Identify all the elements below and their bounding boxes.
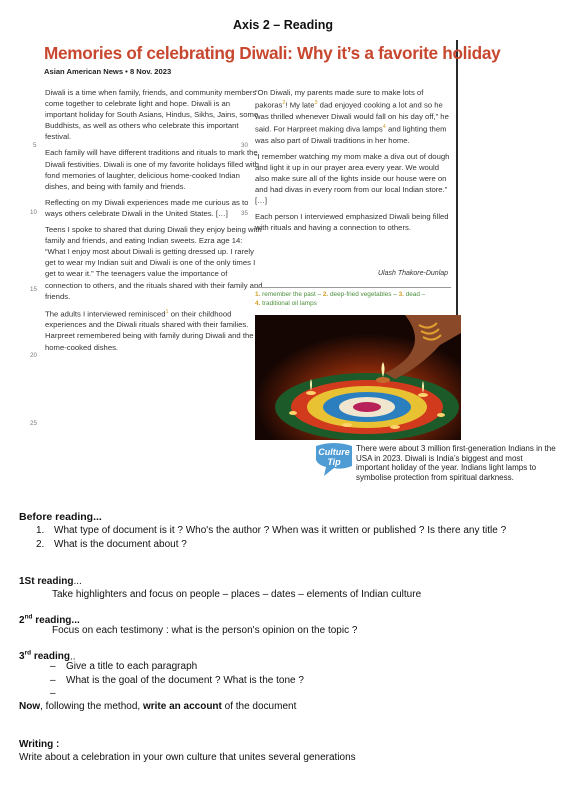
item-text: What is the document about ? xyxy=(54,538,187,550)
method-instruction: Now, following the method, write an account of the document xyxy=(19,701,297,712)
paragraph: “I remember watching my mom make a diva out of dough and light it up in our prayer area every year. We would also make sure all of the lights inside our house were on and had divas in every room from our local Indian store.” […] xyxy=(255,151,450,205)
glossary-text: dead – xyxy=(403,291,426,298)
before-reading-list xyxy=(36,524,506,551)
glossary xyxy=(255,287,451,308)
tip-logo-line2: Tip xyxy=(327,457,341,467)
line-number: 10 xyxy=(30,209,37,216)
third-reading-list: – Give a title to each paragraph – What is the goal of the document ? What is the tone ? – xyxy=(50,661,304,699)
article-column-left xyxy=(45,87,263,358)
first-reading-title: 1St reading... xyxy=(19,576,82,587)
list-item xyxy=(36,524,506,538)
footnote-mark: 2 xyxy=(282,100,286,107)
line-number: 15 xyxy=(30,286,37,293)
list-item xyxy=(36,538,506,552)
glossary-text: remember the past – xyxy=(260,291,323,298)
line-number: 20 xyxy=(30,352,37,359)
article-byline: Asian American News • 8 Nov. 2023 xyxy=(44,67,172,76)
glossary-text: traditional oil lamps xyxy=(260,299,317,307)
paragraph: Each person I interviewed emphasized Diwali being filled with rituals and having a connection to others. xyxy=(255,212,449,233)
line-number: 30 xyxy=(241,142,248,149)
article-author: Ulash Thakore-Dunlap xyxy=(378,270,449,277)
item-text: What type of document is it ? Who's the author ? When was it written or published ? Is there any title ? xyxy=(54,525,507,536)
paragraph: Reflecting on my Diwali experiences made me curious as to ways others celebrate Diwali in the United States. […] xyxy=(45,197,249,218)
item-number: 2. xyxy=(36,538,45,550)
glossary-number: 3. xyxy=(398,291,404,298)
line-number: 35 xyxy=(241,210,248,217)
paragraph xyxy=(255,87,451,146)
paragraph xyxy=(45,307,263,353)
glossary-number: 4. xyxy=(255,299,261,307)
third-reading-title: 3rd reading.. xyxy=(19,650,76,663)
glossary-number: 2. xyxy=(322,291,329,298)
list-item: – What is the goal of the document ? What is the tone ? xyxy=(50,674,304,686)
paragraph-text: on their childhood experiences and the Diwali rituals shared with their families. Harpreet remembered being with family during Diwali and the home-cooked dishes. xyxy=(45,309,254,352)
paragraph: Diwali is a time when family, friends, and community members come together to celebrate light and hope. Diwali is an important holiday for South Asians, Hindus, Sikhs, Jains, some Buddhists, as well as others who celebrate this important festival. xyxy=(45,88,259,142)
footnote-mark: 1 xyxy=(165,308,169,315)
article-headline: Memories of celebrating Diwali: Why it’s a favorite holiday xyxy=(44,43,501,63)
culture-tip-logo xyxy=(312,440,356,480)
paragraph-text: “On Diwali, my parents made sure to make lots of pakoras xyxy=(255,88,424,110)
diwali-photo xyxy=(255,315,461,440)
paragraph-text: and lighting them was also part of Diwali traditions in her home. xyxy=(255,124,447,145)
culture-tip-text: There were about 3 million first-generation Indians in the USA in 2023. Diwali is India’s biggest and most important holiday of the year. Indians light lamps to symbolise protection from spiritual darkness. xyxy=(356,444,556,482)
before-reading-title: Before reading... xyxy=(19,511,102,523)
rangoli-image xyxy=(255,315,461,440)
footnote-mark: 4 xyxy=(382,123,386,130)
line-number: 5 xyxy=(33,142,37,149)
paragraph: Teens I spoke to shared that during Diwali they enjoy being with family and friends, and eating Indian sweets. Ezra age 14: “What I enjoy most about Diwali is getting dressed up. I rarely get to wear my Indian suit and Diwali is one of the only times I get to wear it.” The teenagers value the importance of connection to others, and the rituals shared with their family and friends. xyxy=(45,225,263,301)
article-column-right xyxy=(255,87,451,238)
article-scan xyxy=(26,34,501,440)
glossary-text: deep-fried vegetables – xyxy=(328,291,399,298)
writing-instruction: Write about a celebration in your own culture that unites several generations xyxy=(19,752,356,763)
paragraph: Each family will have different traditions and rituals to mark the Diwali festivities. Diwali is one of my favorite holidays filled with fond memories of laughter, delicious home-cooked Indian dishes, and being with family and friends. xyxy=(45,148,260,191)
first-reading-instruction: Take highlighters and focus on people – places – dates – elements of Indian culture xyxy=(52,589,422,600)
second-reading-title: 2nd reading... xyxy=(19,614,80,627)
tip-logo-line1: Culture xyxy=(318,447,350,457)
writing-title: Writing : xyxy=(19,739,60,750)
paragraph-text: ! My late xyxy=(285,100,315,110)
paragraph-text: dad enjoyed cooking a lot and so he was thrilled whenever Diwali would fall on his day off,” he said. For Harpreet making diva lamps xyxy=(255,100,449,134)
item-number: 1. xyxy=(36,525,45,536)
list-item: – Give a title to each paragraph xyxy=(50,661,198,672)
second-reading-instruction: Focus on each testimony : what is the person's opinion on the topic ? xyxy=(52,625,358,636)
footnote-mark: 3 xyxy=(314,100,318,107)
paragraph-text: The adults I interviewed reminisced xyxy=(45,309,166,319)
page-title: Axis 2 – Reading xyxy=(232,18,334,32)
line-number: 25 xyxy=(30,420,37,427)
glossary-number: 1. xyxy=(255,291,261,298)
